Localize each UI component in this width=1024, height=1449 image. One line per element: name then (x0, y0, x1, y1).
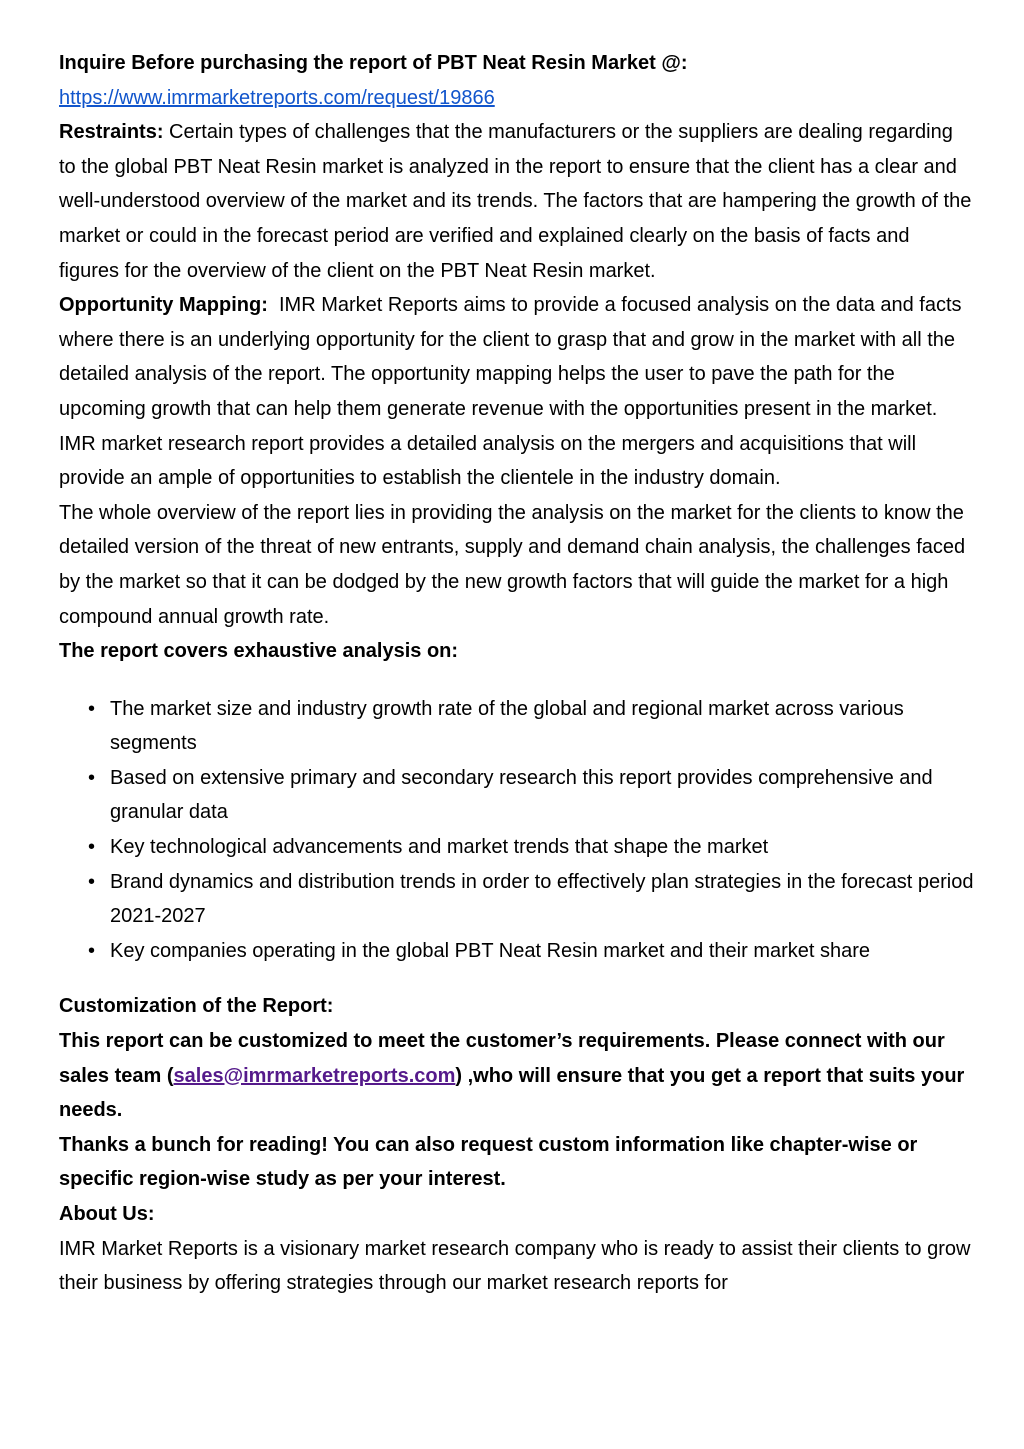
inquire-paragraph (59, 81, 974, 116)
about-paragraph: IMR Market Reports is a visionary market research company who is ready to assist their clients to grow their business by offering strategies through our market research reports for (59, 1237, 971, 1295)
customization-heading: Customization of the Report: (59, 995, 334, 1018)
customization-paragraph (59, 1024, 974, 1128)
covers-heading: The report covers exhaustive analysis on: (59, 640, 459, 663)
request-link[interactable]: https://www.imrmarketreports.com/request/19866 (59, 86, 495, 109)
restraints-label: Restraints: (59, 121, 164, 144)
thanks-paragraph: Thanks a bunch for reading! You can also request custom information like chapter-wise or specific region-wise study as per your interest. (59, 1133, 918, 1191)
list-item: • Key companies operating in the global PBT Neat Resin market and their market share (110, 934, 974, 969)
opportunity-label: Opportunity Mapping: (59, 294, 268, 317)
customization-text-before: This report can be customized to meet the customer’s requirements. Please connect with our sales team ( (59, 1030, 945, 1087)
sales-email-link[interactable]: sales@imrmarketreports.com (173, 1064, 456, 1087)
list-item: • Key technological advancements and market trends that shape the market (110, 830, 974, 865)
inquire-heading: Inquire Before purchasing the report of PBT Neat Resin Market @: (59, 52, 688, 74)
overview-paragraph: The whole overview of the report lies in providing the analysis on the market for the clients to know the detailed version of the threat of new entrants, supply and demand chain analysis, the challenges faced by the market so that it can be dodged by the new growth factors that will guide the market for a high compound annual growth rate. (59, 501, 966, 628)
opportunity-text: IMR Market Reports aims to provide a focused analysis on the data and facts where there is an underlying opportunity for the client to grasp that and grow in the market with all the detailed analysis of the report. The opportunity mapping helps the user to pave the path for the upcoming growth that can help them generate revenue with the opportunities present in the market. IMR market research report provides a detailed analysis on the mergers and acquisitions that will provide an ample of opportunities to establish the clientele in the industry domain. (59, 294, 968, 490)
restraints-paragraph (59, 115, 974, 288)
list-item: • The market size and industry growth rate of the global and regional market across various segments (110, 692, 974, 761)
covers-list (59, 692, 974, 969)
restraints-text: Certain types of challenges that the manufacturers or the suppliers are dealing regarding to the global PBT Neat Resin market is analyzed in the report to ensure that the client has a clear and well-understood overview of the market and its trends. The factors that are hampering the growth of the market or could in the forecast period are verified and explained clearly on the basis of facts and figures for the overview of the client on the PBT Neat Resin market. (59, 121, 972, 282)
opportunity-paragraph (59, 288, 974, 496)
about-heading: About Us: (59, 1203, 155, 1225)
list-item: • Brand dynamics and distribution trends in order to effectively plan strategies in the forecast period 2021-2027 (110, 865, 974, 934)
list-item: • Based on extensive primary and secondary research this report provides comprehensive and granular data (110, 761, 974, 830)
customization-text-after: ) ,who will ensure that you get a report that suits your needs. (59, 1064, 965, 1122)
document-page (59, 46, 974, 1301)
